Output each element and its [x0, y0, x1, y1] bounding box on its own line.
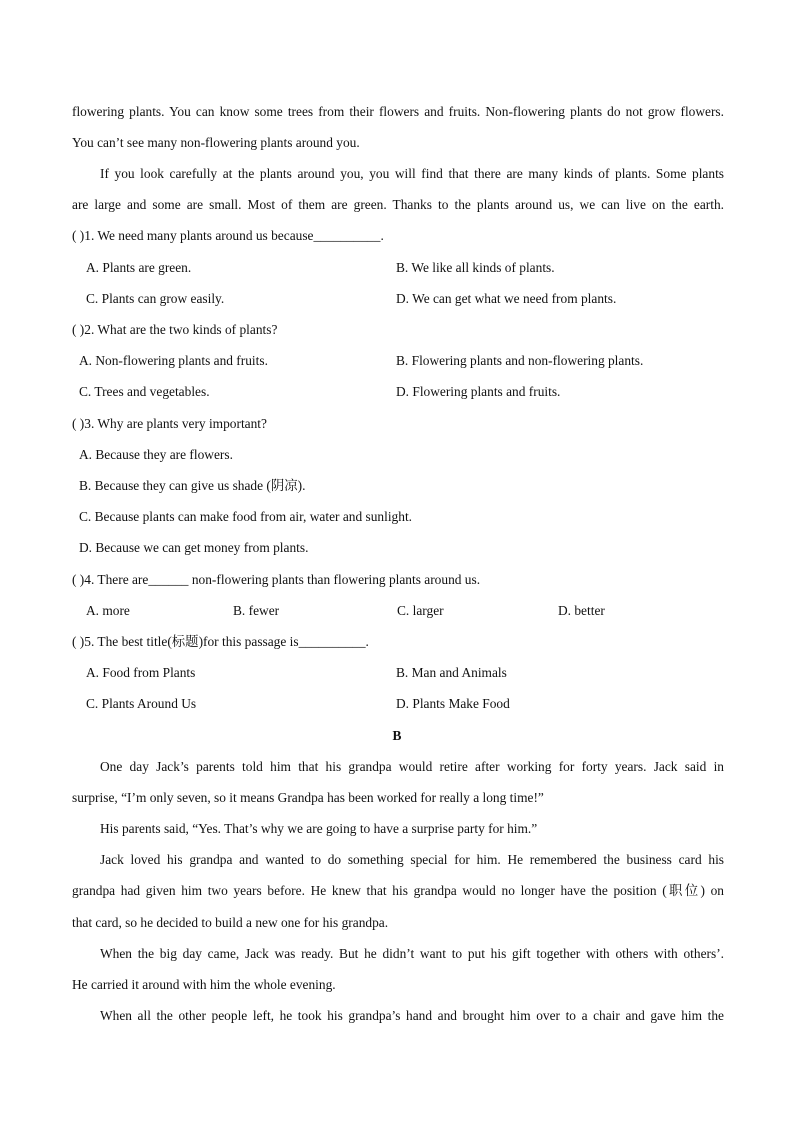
question-3-stem: ( )3. Why are plants very important?	[72, 416, 267, 431]
question-1-stem: ( )1. We need many plants around us because__________.	[72, 228, 384, 243]
question-2-option-b: B. Flowering plants and non-flowering plants.	[396, 353, 644, 368]
passage-a-paragraph-2-line-1: If you look carefully at the plants around you, you will find that there are many kinds of plants. Some plants	[100, 166, 724, 181]
question-1-option-a: A. Plants are green.	[86, 260, 192, 275]
passage-b-paragraph-3-line-2: grandpa had given him two years before. He knew that his grandpa would no longer have the position (职位) on	[72, 883, 724, 898]
question-5-option-b: B. Man and Animals	[396, 665, 507, 680]
passage-b-paragraph-3-line-1: Jack loved his grandpa and wanted to do something special for him. He remembered the business card his	[100, 852, 724, 867]
question-4-stem: ( )4. There are______ non-flowering plants than flowering plants around us.	[72, 572, 481, 587]
question-4-option-b: B. fewer	[233, 603, 280, 618]
question-4-option-d: D. better	[558, 603, 605, 618]
passage-a-paragraph-1-line-1: flowering plants. You can know some trees from their flowers and fruits. Non-flowering plants do not grow flowers.	[72, 104, 724, 119]
question-2-option-c: C. Trees and vegetables.	[79, 384, 210, 399]
question-1-option-c: C. Plants can grow easily.	[86, 291, 225, 306]
question-4-option-a: A. more	[86, 603, 130, 618]
question-2-option-a: A. Non-flowering plants and fruits.	[79, 353, 268, 368]
question-3-option-c: C. Because plants can make food from air, water and sunlight.	[79, 509, 413, 524]
question-4-option-c: C. larger	[397, 603, 444, 618]
passage-a-paragraph-2-line-2: are large and some are small. Most of them are green. Thanks to the plants around us, we can live on the earth.	[72, 197, 724, 212]
question-3-option-b: B. Because they can give us shade (阴凉).	[79, 478, 306, 493]
question-3-option-a: A. Because they are flowers.	[79, 447, 233, 462]
question-5-option-d: D. Plants Make Food	[396, 696, 510, 711]
question-2-option-d: D. Flowering plants and fruits.	[396, 384, 561, 399]
passage-b-paragraph-5-line-1: When all the other people left, he took his grandpa’s hand and brought him over to a chair and gave him the	[100, 1008, 724, 1023]
passage-b-paragraph-4-line-2: He carried it around with him the whole evening.	[72, 977, 336, 992]
passage-b-paragraph-4-line-1: When the big day came, Jack was ready. But he didn’t want to put his gift together with others with others’.	[100, 946, 724, 961]
section-b-heading: B	[392, 728, 402, 743]
question-5-option-a: A. Food from Plants	[86, 665, 196, 680]
passage-b-paragraph-1-line-2: surprise, “I’m only seven, so it means Grandpa has been worked for really a long time!”	[72, 790, 544, 805]
passage-b-paragraph-3-line-3: that card, so he decided to build a new one for his grandpa.	[72, 915, 389, 930]
question-5-option-c: C. Plants Around Us	[86, 696, 197, 711]
question-3-option-d: D. Because we can get money from plants.	[79, 540, 309, 555]
question-1-option-b: B. We like all kinds of plants.	[396, 260, 555, 275]
passage-b-paragraph-2-line-1: His parents said, “Yes. That’s why we are going to have a surprise party for him.”	[100, 821, 538, 836]
passage-a-paragraph-1-line-2: You can’t see many non-flowering plants around you.	[72, 135, 360, 150]
question-2-stem: ( )2. What are the two kinds of plants?	[72, 322, 278, 337]
question-1-option-d: D. We can get what we need from plants.	[396, 291, 617, 306]
question-5-stem: ( )5. The best title(标题)for this passage is__________.	[72, 634, 369, 649]
passage-b-paragraph-1-line-1: One day Jack’s parents told him that his grandpa would retire after working for forty years. Jack said in	[100, 759, 724, 774]
